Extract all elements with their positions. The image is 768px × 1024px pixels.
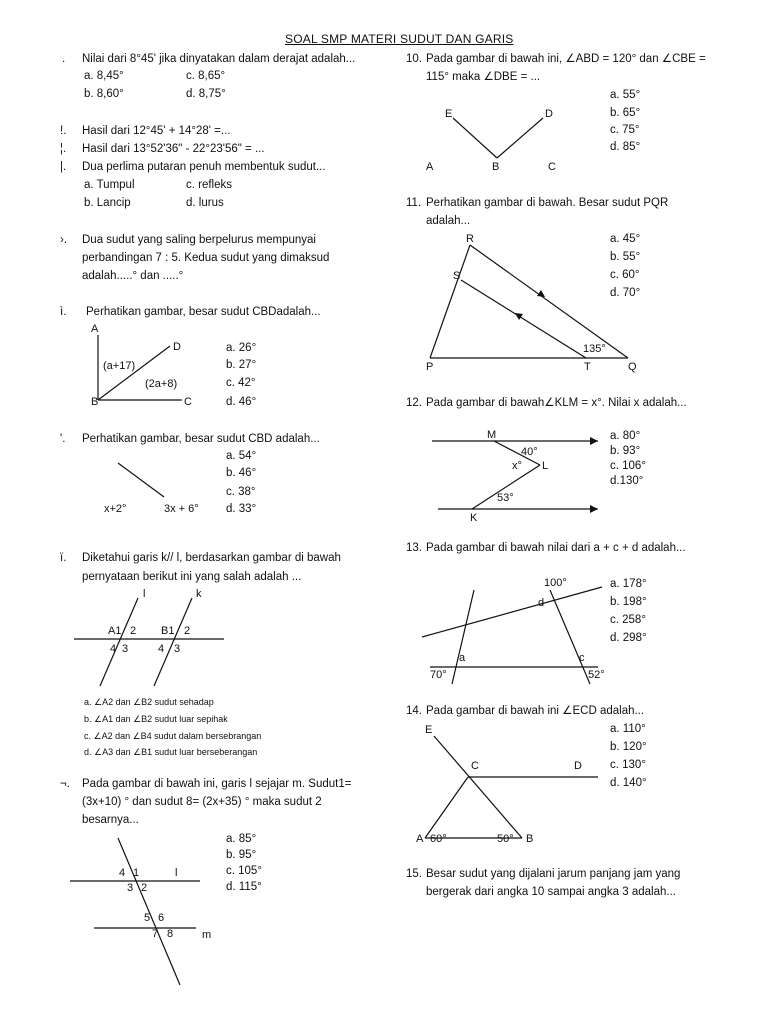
q11-label-q: Q xyxy=(628,361,637,373)
q10-line1: Pada gambar di bawah ini, ∠ABD = 120° dan ∠CBE = xyxy=(426,53,706,65)
q5-line3: adalah.....° dan .....° xyxy=(82,270,184,282)
q13-number: 13. xyxy=(406,542,422,554)
q14-label-b: B xyxy=(526,833,534,845)
q6-label-c: C xyxy=(184,396,192,408)
q4-text: Dua perlima putaran penuh membentuk sudut... xyxy=(82,161,326,173)
q8-label-l: l xyxy=(143,588,146,600)
q8-label-b3: 3 xyxy=(174,643,181,655)
q10-label-c: C xyxy=(548,161,556,173)
q9-label-2: 2 xyxy=(141,882,148,894)
q13-option-d: d. 298° xyxy=(610,632,647,644)
q11-side-pr xyxy=(430,245,470,358)
q14-option-d: d. 140° xyxy=(610,777,647,789)
q11-option-a: a. 45° xyxy=(610,233,641,245)
q7-line xyxy=(118,463,164,497)
q15-number: 15. xyxy=(406,868,422,880)
q12-label-k: K xyxy=(470,512,478,524)
q13-label-a: a xyxy=(459,652,466,664)
q8-line-l xyxy=(100,598,138,686)
q15-line1: Besar sudut yang dijalani jarum panjang jam yang xyxy=(426,868,681,880)
q9-label-8: 8 xyxy=(167,928,174,940)
q11-figure xyxy=(426,233,637,373)
q10-figure xyxy=(426,108,556,173)
q1-option-b: b. 8,60° xyxy=(84,88,124,100)
q6-text: Perhatikan gambar, besar sudut CBDadalah... xyxy=(86,306,321,318)
q10-option-d: d. 85° xyxy=(610,141,641,153)
q11-option-b: b. 55° xyxy=(610,251,641,263)
q9-label-m: m xyxy=(202,929,212,941)
q14-text: Pada gambar di bawah ini ∠ECD adalah... xyxy=(426,705,645,717)
q13-text: Pada gambar di bawah nilai dari a + c + d adalah... xyxy=(426,542,686,554)
q12-label-m: M xyxy=(487,429,497,441)
q13-label-d: d xyxy=(538,597,545,609)
q3-text: Hasil dari 13°52'36" - 22°23'56" = ... xyxy=(82,143,265,155)
q9-figure xyxy=(70,838,211,985)
q4-option-b: b. Lancip xyxy=(84,197,131,209)
q10-ray-be xyxy=(453,118,497,158)
q9-line2: (3x+10) ° dan sudut 8= (2x+35) ° maka sudut 2 xyxy=(82,796,322,808)
q2-number: !. xyxy=(60,125,67,137)
q14-angle-50: 50° xyxy=(497,833,514,845)
q12-label-l: L xyxy=(542,460,549,472)
q14-label-e: E xyxy=(425,724,433,736)
q11-side-rq xyxy=(470,245,628,358)
q11-segment-st xyxy=(461,280,586,358)
q8-label-b2: 2 xyxy=(184,625,191,637)
q9-option-b: b. 95° xyxy=(226,849,257,861)
q7-option-c: c. 38° xyxy=(226,486,256,498)
q12-text: Pada gambar di bawah∠KLM = x°. Nilai x adalah... xyxy=(426,397,687,409)
q6-option-a: a. 26° xyxy=(226,342,257,354)
q10-label-e: E xyxy=(445,108,453,120)
q8-label-a4: 4 xyxy=(110,643,117,655)
q10-number: 10. xyxy=(406,53,422,65)
q12-figure xyxy=(432,429,598,524)
q9-label-l: l xyxy=(175,867,178,879)
q4-number: |. xyxy=(60,161,67,173)
q13-line-left xyxy=(452,590,474,684)
q1-option-c: c. 8,65° xyxy=(186,70,226,82)
q14-option-c: c. 130° xyxy=(610,759,646,771)
q8-line-k xyxy=(154,598,192,686)
q12-option-d: d.130° xyxy=(610,475,644,487)
q9-option-d: d. 115° xyxy=(226,881,262,893)
q13-angle-52: 52° xyxy=(588,669,605,681)
q4-option-a: a. Tumpul xyxy=(84,179,135,191)
q11-angle-135: 135° xyxy=(583,343,606,355)
q5-line2: perbandingan 7 : 5. Kedua sudut yang dimaksud xyxy=(82,252,330,264)
q4-option-d: d. lurus xyxy=(186,197,224,209)
q14-angle-60: 60° xyxy=(430,833,447,845)
q11-line1: Perhatikan gambar di bawah. Besar sudut PQR xyxy=(426,197,669,209)
q8-line2: pernyataan berikut ini yang salah adalah ... xyxy=(82,571,302,583)
q14-segment-ca xyxy=(425,777,468,838)
q8-number: ï. xyxy=(60,552,67,564)
q10-line2: 115° maka ∠DBE = ... xyxy=(426,71,541,83)
q7-option-b: b. 46° xyxy=(226,467,257,479)
q8-option-b: b. ∠A1 dan ∠B2 sudut luar sepihak xyxy=(84,714,228,724)
q1-option-a: a. 8,45° xyxy=(84,70,124,82)
q12-arrow-top xyxy=(590,437,598,445)
q8-figure xyxy=(74,588,224,686)
q8-label-b4: 4 xyxy=(158,643,165,655)
q6-number: ì. xyxy=(60,306,67,318)
q14-option-a: a. 110° xyxy=(610,723,646,735)
q8-line1: Diketahui garis k// l, berdasarkan gambar di bawah xyxy=(82,552,341,564)
q8-label-a2: 2 xyxy=(130,625,137,637)
q10-option-a: a. 55° xyxy=(610,89,641,101)
q14-label-d: D xyxy=(574,760,582,772)
q6-label-a: A xyxy=(91,323,99,335)
q11-number: 11. xyxy=(406,197,422,209)
q9-label-5: 5 xyxy=(144,912,151,924)
q14-line-eb xyxy=(434,736,522,838)
q12-angle-40: 40° xyxy=(521,446,538,458)
q3-number: ¦. xyxy=(60,143,67,155)
q6-label-b: B xyxy=(91,396,99,408)
q9-label-7: 7 xyxy=(152,928,159,940)
q6-figure xyxy=(91,323,192,408)
q11-option-c: c. 60° xyxy=(610,269,640,281)
q7-option-a: a. 54° xyxy=(226,450,257,462)
q14-option-b: b. 120° xyxy=(610,741,647,753)
q13-line-top xyxy=(422,587,602,637)
q5-line1: Dua sudut yang saling berpelurus mempunyai xyxy=(82,234,316,246)
q12-angle-x: x° xyxy=(512,460,522,472)
q13-angle-70: 70° xyxy=(430,669,447,681)
q8-label-a1: A1 xyxy=(108,625,122,637)
q7-number: '. xyxy=(60,433,66,445)
q7-text: Perhatikan gambar, besar sudut CBD adalah... xyxy=(82,433,320,445)
q9-label-6: 6 xyxy=(158,912,165,924)
q9-option-c: c. 105° xyxy=(226,865,262,877)
q7-angle-expr-1: x+2° xyxy=(104,503,127,515)
q7-option-d: d. 33° xyxy=(226,503,257,515)
q13-option-a: a. 178° xyxy=(610,578,647,590)
q11-label-r: R xyxy=(466,233,474,245)
q11-label-s: S xyxy=(453,270,461,282)
q9-label-3: 3 xyxy=(127,882,134,894)
q13-label-c: c xyxy=(579,652,585,664)
q8-label-k: k xyxy=(196,588,202,600)
q11-arrow-st xyxy=(515,313,523,320)
q8-label-b1: B1 xyxy=(161,625,175,637)
q12-option-b: b. 93° xyxy=(610,445,641,457)
q8-option-c: c. ∠A2 dan ∠B4 sudut dalam bersebrangan xyxy=(84,731,262,741)
q6-option-b: b. 27° xyxy=(226,359,257,371)
q9-label-4: 4 xyxy=(119,867,126,879)
q13-figure xyxy=(422,577,605,684)
q11-label-p: P xyxy=(426,361,434,373)
q12-number: 12. xyxy=(406,397,422,409)
q6-label-d: D xyxy=(173,341,181,353)
q9-line3: besarnya... xyxy=(82,814,139,826)
q14-number: 14. xyxy=(406,705,422,717)
q11-label-t: T xyxy=(584,361,591,373)
q13-line-right xyxy=(550,590,590,684)
q12-option-c: c. 106° xyxy=(610,460,646,472)
q9-label-1: 1 xyxy=(133,867,140,879)
q12-angle-53: 53° xyxy=(497,492,514,504)
q7-angle-expr-2: 3x + 6° xyxy=(164,503,199,515)
page-title: SOAL SMP MATERI SUDUT DAN GARIS xyxy=(285,32,514,46)
q14-label-c: C xyxy=(471,760,479,772)
q15-line2: bergerak dari angka 10 sampai angka 3 adalah... xyxy=(426,886,676,898)
q9-line1: Pada gambar di bawah ini, garis l sejajar m. Sudut1= xyxy=(82,778,352,790)
q5-number: ›. xyxy=(60,234,68,246)
q1-option-d: d. 8,75° xyxy=(186,88,226,100)
q12-option-a: a. 80° xyxy=(610,430,641,442)
q6-angle-expr-2: (2a+8) xyxy=(145,378,178,390)
q4-option-c: c. refleks xyxy=(186,179,233,191)
q10-label-d: D xyxy=(545,108,553,120)
q6-ray-bd xyxy=(98,346,170,400)
q14-label-a: A xyxy=(416,833,424,845)
q10-option-c: c. 75° xyxy=(610,124,640,136)
q13-angle-100: 100° xyxy=(544,577,567,589)
q10-label-b: B xyxy=(492,161,500,173)
q6-option-d: d. 46° xyxy=(226,396,257,408)
q8-option-d: d. ∠A3 dan ∠B1 sudut luar berseberangan xyxy=(84,747,258,757)
q10-ray-bd xyxy=(497,118,543,158)
q10-option-b: b. 65° xyxy=(610,107,641,119)
q11-line2: adalah... xyxy=(426,215,471,227)
q11-option-d: d. 70° xyxy=(610,287,641,299)
q6-option-c: c. 42° xyxy=(226,377,256,389)
q9-option-a: a. 85° xyxy=(226,833,257,845)
q1-text: Nilai dari 8°45' jika dinyatakan dalam derajat adalah... xyxy=(82,53,356,65)
q8-label-a3: 3 xyxy=(122,643,129,655)
q6-angle-expr-1: (a+17) xyxy=(103,360,136,372)
q13-option-c: c. 258° xyxy=(610,614,646,626)
q1-number: . xyxy=(62,53,66,65)
q14-figure xyxy=(416,724,598,845)
q2-text: Hasil dari 12°45' + 14°28' =... xyxy=(82,125,231,137)
q8-option-a: a. ∠A2 dan ∠B2 sudut sehadap xyxy=(84,697,214,707)
q12-arrow-bottom xyxy=(590,505,598,513)
q13-option-b: b. 198° xyxy=(610,596,647,608)
q10-label-a: A xyxy=(426,161,434,173)
q7-figure xyxy=(104,463,199,515)
q9-number: ¬. xyxy=(60,778,70,790)
